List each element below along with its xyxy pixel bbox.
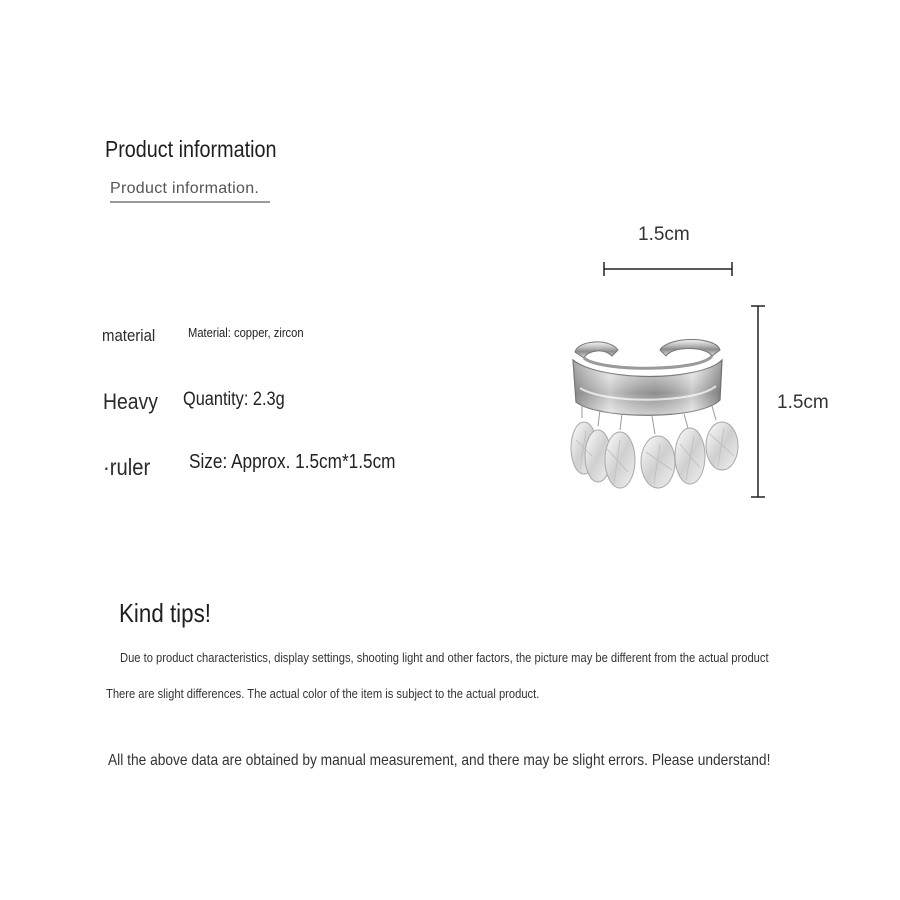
kind-tips-title: Kind tips! bbox=[119, 598, 211, 628]
spec-value-material: Material: copper, zircon bbox=[188, 325, 304, 340]
section-subtitle: Product information. bbox=[110, 180, 260, 197]
height-dimension-line bbox=[751, 306, 765, 497]
spec-label-heavy: Heavy bbox=[103, 389, 158, 414]
height-dimension-label: 1.5cm bbox=[777, 392, 829, 413]
tip-line-2: There are slight differences. The actual color of the item is subject to the actual product. bbox=[106, 686, 540, 701]
page-title: Product information bbox=[105, 136, 277, 162]
spec-label-material: material bbox=[102, 326, 156, 345]
spec-value-quantity: Quantity: 2.3g bbox=[183, 389, 285, 410]
width-dimension-label: 1.5cm bbox=[638, 224, 690, 245]
ring-illustration bbox=[571, 340, 738, 489]
measurement-note: All the above data are obtained by manual measurement, and there may be slight errors. Please understand! bbox=[108, 752, 771, 769]
width-dimension-line bbox=[604, 262, 732, 276]
spec-label-ruler: ·ruler bbox=[103, 454, 151, 480]
spec-value-size: Size: Approx. 1.5cm*1.5cm bbox=[189, 451, 396, 473]
tip-line-1: Due to product characteristics, display settings, shooting light and other factors, the picture may be different from the actual product bbox=[120, 650, 769, 665]
